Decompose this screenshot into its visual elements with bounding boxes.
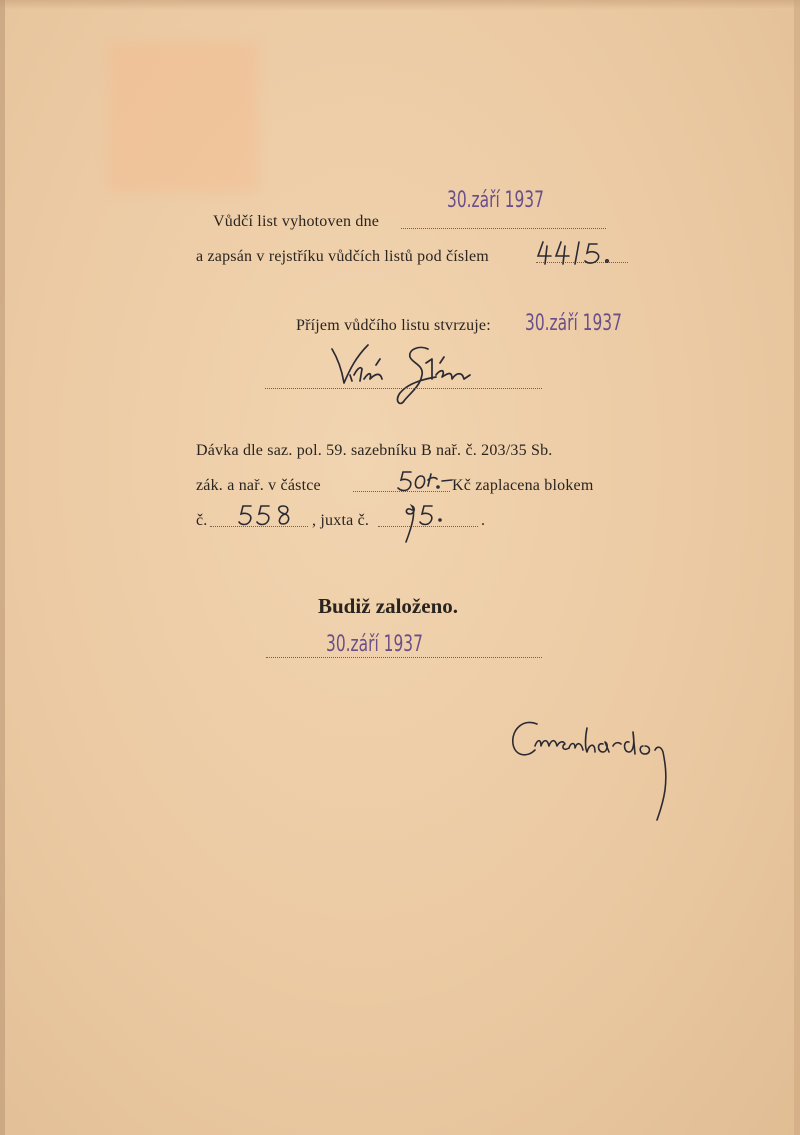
closing-heading: Budiž založeno. [318, 594, 458, 618]
juxta-label: , juxta č. [312, 512, 370, 529]
official-signature [505, 712, 695, 827]
fee-line-2-prefix: zák. a nař. v částce [196, 477, 321, 494]
juxta-number-handwritten [398, 500, 458, 546]
juxta-end-dot: . [481, 512, 486, 529]
register-label: a zapsán v rejstříku vůdčích listů pod číslem [196, 248, 489, 265]
receipt-signature-dotted-line [265, 388, 542, 389]
fee-line-1: Dávka dle saz. pol. 59. sazebníku B nař. č. 203/35 Sb. [196, 442, 553, 459]
fee-line-2-suffix: Kč zaplacena blokem [452, 477, 594, 494]
block-prefix: č. [196, 512, 208, 529]
fee-amount-handwritten [395, 468, 455, 496]
issued-date-stamp: 30.září 1937 [447, 188, 544, 213]
closing-dotted-line [266, 657, 542, 658]
issued-date-dotted-line [401, 228, 606, 229]
block-number-handwritten [237, 502, 297, 530]
closing-date-stamp: 30.září 1937 [326, 632, 423, 657]
issued-label: Vůdčí list vyhotoven dne [213, 213, 380, 230]
paper-edge-left [0, 0, 5, 1135]
register-number-handwritten [535, 236, 635, 270]
paper-edge-top [0, 0, 800, 10]
paper-stain [108, 42, 258, 192]
receipt-signature [320, 335, 490, 410]
receipt-label: Příjem vůdčího listu stvrzuje: [296, 317, 491, 334]
paper-edge-right [794, 0, 800, 1135]
receipt-date-stamp: 30.září 1937 [525, 311, 622, 336]
